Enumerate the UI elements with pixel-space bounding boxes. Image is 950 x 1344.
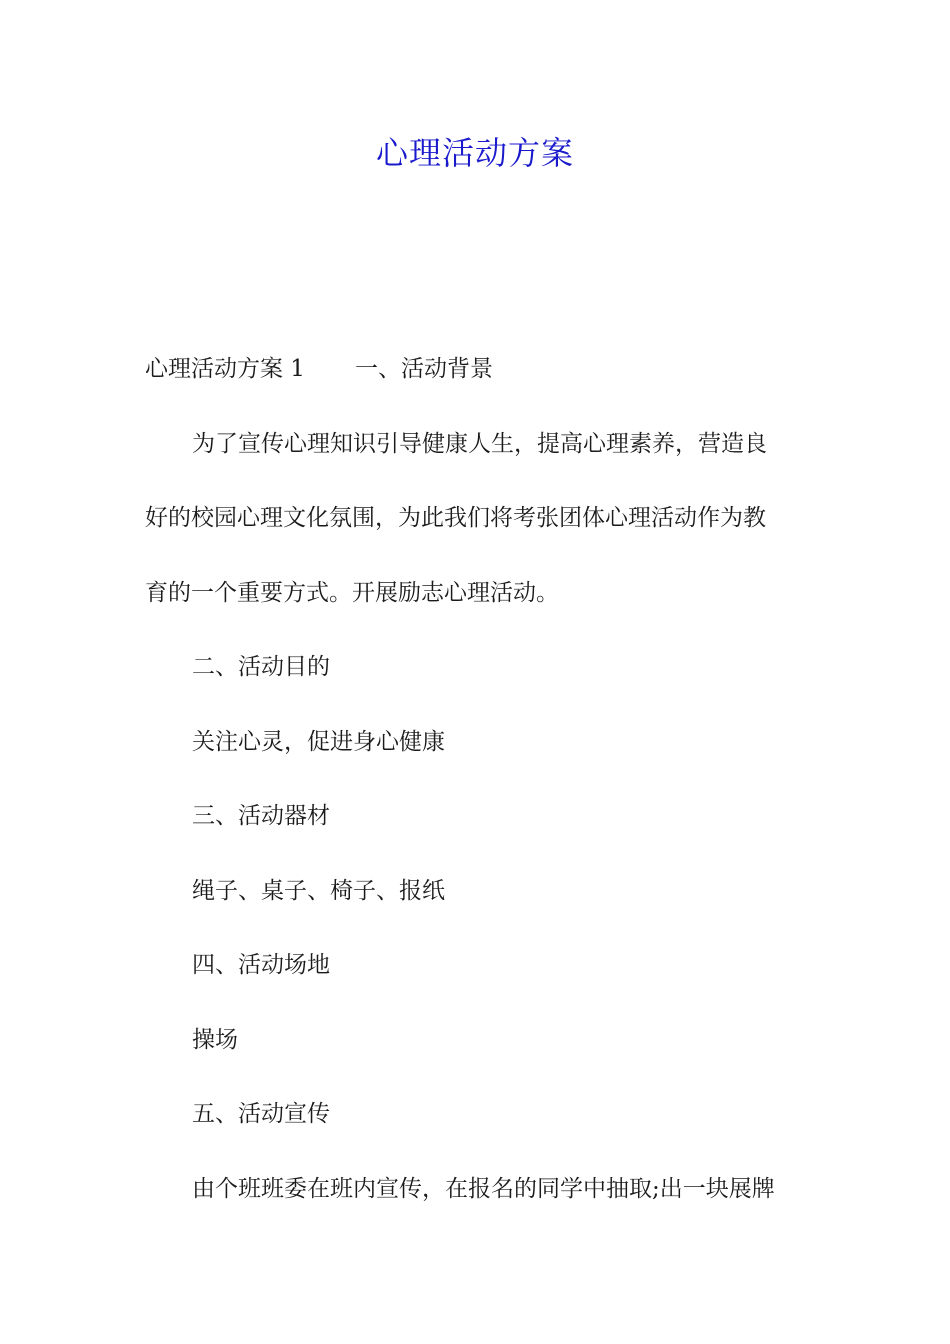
- promotion-text: 由个班班委在班内宣传，在报名的同学中抽取;出一块展牌: [192, 1175, 775, 1202]
- paragraph-line: 育的一个重要方式。开展励志心理活动。: [145, 579, 559, 606]
- heading-equipment: 三、活动器材: [192, 803, 330, 829]
- heading-purpose: 二、活动目的: [192, 654, 330, 680]
- heading-background: 一、活动背景: [354, 356, 493, 382]
- section-heading-line: [145, 332, 810, 407]
- purpose-text: 关注心灵，促进身心健康: [192, 728, 445, 755]
- document-title: 心理活动方案: [375, 134, 574, 172]
- document-body: [145, 332, 810, 1226]
- section-label: 心理活动方案 1: [145, 356, 305, 382]
- heading-venue: 四、活动场地: [192, 952, 330, 978]
- venue-text: 操场: [192, 1026, 238, 1053]
- equipment-text: 绳子、桌子、椅子、报纸: [192, 877, 445, 904]
- heading-promotion: 五、活动宣传: [192, 1101, 330, 1127]
- paragraph-line: 好的校园心理文化氛围，为此我们将考张团体心理活动作为教: [145, 505, 766, 531]
- paragraph-line: 为了宣传心理知识引导健康人生，提高心理素养，营造良: [192, 430, 767, 457]
